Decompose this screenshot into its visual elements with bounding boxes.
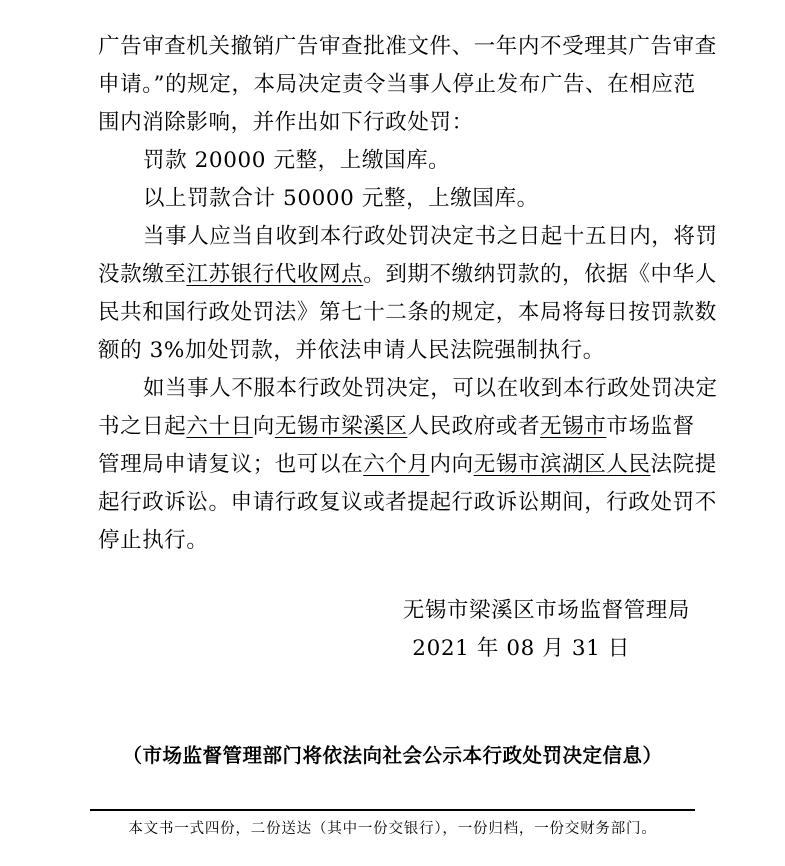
text-line <box>98 337 605 365</box>
text-segment: 如当事人不服本行政处罚决定，可以在收到本行政处罚决定 <box>143 376 718 401</box>
text-line <box>98 299 717 327</box>
text-segment: 民共和国行政处罚法》第七十二条的规定，本局将每日按罚款数 <box>98 300 717 325</box>
text-segment: 起行政诉讼。申请行政复议或者提起行政诉讼期间，行政处罚不 <box>98 490 717 515</box>
text-line <box>98 261 717 289</box>
text-line <box>143 147 450 175</box>
underlined-bank-name: 江苏银行代收网点 <box>186 262 364 287</box>
underlined-court: 无锡市滨湖区人民 <box>473 452 651 477</box>
text-line <box>143 375 718 403</box>
text-line <box>98 109 474 137</box>
text-line <box>143 223 718 251</box>
text-segment: 当事人应当自收到本行政处罚决定书之日起十五日内，将罚 <box>143 224 718 249</box>
text-line <box>98 451 717 479</box>
text-segment: 广告审查机关撤销广告审查批准文件、一年内不受理其广告审查 <box>98 34 717 59</box>
text-segment: 。到期不缴纳罚款的，依据《中华人 <box>363 262 717 287</box>
footer-divider <box>90 809 695 811</box>
text-line <box>98 527 209 555</box>
text-segment: 法院提 <box>650 452 717 477</box>
text-segment: 罚款 20000 元整，上缴国库。 <box>143 148 451 173</box>
text-segment: 围内消除影响，并作出如下行政处罚： <box>98 110 474 135</box>
underlined-deadline: 六个月 <box>363 452 430 477</box>
text-segment: 内向 <box>429 452 474 477</box>
text-segment: 人民政府或者 <box>407 414 541 439</box>
text-segment: 市场监督 <box>606 414 695 439</box>
text-segment: 以上罚款合计 50000 元整，上缴国库。 <box>143 186 539 211</box>
underlined-district-government: 无锡市梁溪区 <box>274 414 408 439</box>
text-segment: 申请。”的规定，本局决定责令当事人停止发布广告、在相应范 <box>98 72 696 97</box>
text-segment: 书之日起 <box>98 414 187 439</box>
text-segment: 管理局申请复议；也可以在 <box>98 452 364 477</box>
text-line <box>98 71 696 99</box>
text-line <box>98 413 695 441</box>
text-line <box>98 33 717 61</box>
issue-date: 2021 年 08 月 31 日 <box>412 636 630 661</box>
text-segment: 向 <box>252 414 275 439</box>
text-segment: 停止执行。 <box>98 528 209 553</box>
publication-notice: （市场监督管理部门将依法向社会公示本行政处罚决定信息） <box>122 744 663 767</box>
text-segment: 额的 3%加处罚款，并依法申请人民法院强制执行。 <box>98 338 605 363</box>
text-segment: 没款缴至 <box>98 262 187 287</box>
text-line <box>143 185 539 213</box>
issuing-agency: 无锡市梁溪区市场监督管理局 <box>402 598 690 623</box>
distribution-footnote: 本文书一式四份，二份送达（其中一份交银行），一份归档，一份交财务部门。 <box>128 821 657 837</box>
underlined-city: 无锡市 <box>540 414 607 439</box>
text-line <box>98 489 717 517</box>
underlined-deadline: 六十日 <box>186 414 253 439</box>
